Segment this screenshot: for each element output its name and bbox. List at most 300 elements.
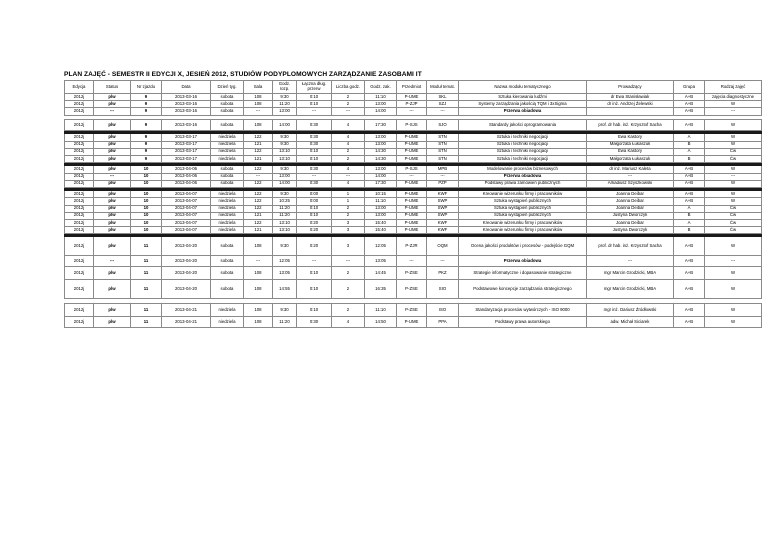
cell-laczna-dlug-przerw: 0:30	[297, 141, 332, 148]
cell-nazwa-modulu: Ocena jakości produktów i procesów - podejście GQM	[459, 237, 587, 256]
cell-status: plw	[94, 156, 131, 163]
cell-data: 2013-04-20	[162, 237, 211, 256]
cell-prowadzacy: Arkadiusz Szyszkowski	[587, 180, 674, 187]
cell-dzien-tyg: sobota	[211, 120, 244, 131]
cell-prowadzacy: prof. dr hab. inż. Krzysztof Sacha	[587, 237, 674, 256]
cell-grupa: A	[674, 134, 705, 141]
cell-grupa: A+B	[674, 120, 705, 131]
cell-status: plw	[94, 280, 131, 299]
cell-prowadzacy: Ewa Kastory	[587, 134, 674, 141]
cell-przedmiot: ---	[397, 173, 427, 180]
cell-godz-zak: 13:00	[365, 101, 397, 108]
table-row	[65, 166, 762, 173]
cell-prowadzacy: Joanna Deibar	[587, 191, 674, 198]
cell-edycja: 2012j	[65, 101, 94, 108]
cell-data: 2013-04-21	[162, 317, 211, 328]
cell-liczba-godz: 4	[332, 166, 365, 173]
cell-nr-zjazdu: 10	[131, 227, 162, 234]
cell-godz-zak: 14:30	[365, 148, 397, 155]
cell-prowadzacy: Joanna Deibar	[587, 205, 674, 212]
cell-laczna-dlug-przerw: 0:30	[297, 134, 332, 141]
cell-grupa: B	[674, 227, 705, 234]
cell-status: plw	[94, 141, 131, 148]
cell-godz-rozp: 12:05	[273, 256, 297, 267]
cell-godz-rozp: 14:55	[273, 280, 297, 299]
cell-przedmiot: P-UME	[397, 191, 427, 198]
cell-prowadzacy: Justyna Dworczyk	[587, 227, 674, 234]
cell-godz-zak: 13:00	[365, 141, 397, 148]
cell-przedmiot: P-ZSE	[397, 267, 427, 280]
cell-nazwa-modulu: Przerwa obiadowa	[459, 256, 587, 267]
cell-edycja: 2012j	[65, 317, 94, 328]
page-title: PLAN ZAJĘĆ - SEMESTR II EDYCJI X, JESIEŃ 2012, STUDIÓW PODYPLOMOWYCH ZARZĄDZANIE ZASOBAMI IT	[64, 71, 422, 78]
cell-edycja: 2012j	[65, 180, 94, 187]
cell-laczna-dlug-przerw: 0:20	[297, 219, 332, 226]
cell-grupa: B	[674, 141, 705, 148]
cell-przedmiot: P-UME	[397, 212, 427, 219]
table-row	[65, 173, 762, 180]
cell-godz-rozp: 11:20	[273, 317, 297, 328]
cell-przedmiot: ---	[397, 108, 427, 115]
cell-liczba-godz: 3	[332, 237, 365, 256]
cell-przedmiot: P-UME	[397, 156, 427, 163]
table-row	[65, 94, 762, 101]
cell-laczna-dlug-przerw: ---	[297, 256, 332, 267]
cell-rodzaj-zajec: W	[705, 198, 762, 205]
table-row	[65, 120, 762, 131]
cell-data: 2013-03-17	[162, 134, 211, 141]
cell-rodzaj-zajec: W	[705, 267, 762, 280]
cell-status: plw	[94, 148, 131, 155]
cell-grupa: A+B	[674, 180, 705, 187]
cell-modul-temat: KWF	[427, 227, 459, 234]
table-row	[65, 237, 762, 256]
cell-grupa: A+B	[674, 256, 705, 267]
table-row	[65, 212, 762, 219]
cell-dzien-tyg: niedziela	[211, 212, 244, 219]
cell-laczna-dlug-przerw: 0:10	[297, 267, 332, 280]
cell-godz-rozp: 14:00	[273, 120, 297, 131]
cell-modul-temat: ---	[427, 108, 459, 115]
cell-laczna-dlug-przerw: 0:00	[297, 198, 332, 205]
cell-laczna-dlug-przerw: 0:10	[297, 205, 332, 212]
table-row	[65, 148, 762, 155]
cell-sala: ---	[244, 173, 273, 180]
cell-rodzaj-zajec: Ćw	[705, 148, 762, 155]
cell-status: plw	[94, 191, 131, 198]
cell-grupa: A+B	[674, 280, 705, 299]
cell-modul-temat: STN	[427, 134, 459, 141]
cell-data: 2013-03-16	[162, 94, 211, 101]
cell-rodzaj-zajec: Ćw	[705, 227, 762, 234]
cell-sala: 122	[244, 180, 273, 187]
cell-nr-zjazdu: 9	[131, 134, 162, 141]
table-row	[65, 219, 762, 226]
cell-modul-temat: KWF	[427, 219, 459, 226]
cell-godz-rozp: 13:10	[273, 227, 297, 234]
cell-przedmiot: P-UME	[397, 148, 427, 155]
cell-rodzaj-zajec: ---	[705, 173, 762, 180]
cell-edycja: 2012j	[65, 212, 94, 219]
cell-przedmiot: P-SJS	[397, 120, 427, 131]
cell-sala: 121	[244, 156, 273, 163]
cell-dzien-tyg: sobota	[211, 280, 244, 299]
cell-laczna-dlug-przerw: 0:20	[297, 237, 332, 256]
cell-edycja: 2012j	[65, 256, 94, 267]
cell-rodzaj-zajec: W	[705, 191, 762, 198]
cell-prowadzacy: mgr Marcin Grodzicki, MBA	[587, 267, 674, 280]
cell-status: ---	[94, 256, 131, 267]
table-row	[65, 267, 762, 280]
cell-liczba-godz: 2	[332, 280, 365, 299]
cell-grupa: A+B	[674, 237, 705, 256]
cell-godz-rozp: 13:10	[273, 219, 297, 226]
cell-status: plw	[94, 166, 131, 173]
cell-data: 2013-04-07	[162, 191, 211, 198]
cell-godz-zak: 14:00	[365, 173, 397, 180]
cell-nazwa-modulu: Podstawy prawa autorskiego	[459, 317, 587, 328]
cell-grupa: A+B	[674, 191, 705, 198]
cell-sala: 122	[244, 148, 273, 155]
cell-rodzaj-zajec: W	[705, 134, 762, 141]
col-header-liczba-godz: Liczba godz.	[332, 81, 365, 94]
cell-edycja: 2012j	[65, 267, 94, 280]
cell-sala: 122	[244, 219, 273, 226]
cell-sala: 122	[244, 191, 273, 198]
cell-sala: 122	[244, 134, 273, 141]
cell-nr-zjazdu: 10	[131, 219, 162, 226]
table-row	[65, 256, 762, 267]
cell-modul-temat: SWP	[427, 198, 459, 205]
cell-modul-temat: OQM	[427, 237, 459, 256]
cell-status: plw	[94, 180, 131, 187]
cell-laczna-dlug-przerw: 0:00	[297, 191, 332, 198]
cell-status: ---	[94, 108, 131, 115]
table-row	[65, 205, 762, 212]
cell-przedmiot: P-ZJP	[397, 101, 427, 108]
cell-liczba-godz: 2	[332, 156, 365, 163]
cell-laczna-dlug-przerw: 0:30	[297, 166, 332, 173]
cell-prowadzacy: dr inż. Andrzej Żelewski	[587, 101, 674, 108]
cell-sala: 122	[244, 198, 273, 205]
cell-dzien-tyg: niedziela	[211, 227, 244, 234]
cell-edycja: 2012j	[65, 120, 94, 131]
cell-przedmiot: ---	[397, 256, 427, 267]
cell-edycja: 2012j	[65, 227, 94, 234]
cell-liczba-godz: 4	[332, 141, 365, 148]
cell-sala: 108	[244, 101, 273, 108]
cell-nazwa-modulu: Sztuka i techniki negocjacji	[459, 141, 587, 148]
cell-nazwa-modulu: Przerwa obiadowa	[459, 108, 587, 115]
cell-prowadzacy	[587, 108, 674, 115]
cell-nr-zjazdu: 11	[131, 280, 162, 299]
cell-nazwa-modulu: Strategie informatyczne i dopasowanie strategiczne	[459, 267, 587, 280]
cell-data: 2013-04-07	[162, 212, 211, 219]
table-row	[65, 156, 762, 163]
cell-godz-zak: 11:10	[365, 304, 397, 317]
cell-rodzaj-zajec: Ćw	[705, 219, 762, 226]
schedule-table	[64, 80, 762, 328]
cell-dzien-tyg: niedziela	[211, 205, 244, 212]
cell-sala: 122	[244, 205, 273, 212]
cell-rodzaj-zajec: W	[705, 120, 762, 131]
cell-status: plw	[94, 317, 131, 328]
cell-przedmiot: P-ZSE	[397, 304, 427, 317]
cell-godz-rozp: 11:20	[273, 205, 297, 212]
cell-edycja: 2012j	[65, 141, 94, 148]
cell-sala: 108	[244, 304, 273, 317]
cell-nr-zjazdu: 10	[131, 166, 162, 173]
cell-liczba-godz: 4	[332, 134, 365, 141]
cell-modul-temat: SJO	[427, 120, 459, 131]
cell-dzien-tyg: niedziela	[211, 219, 244, 226]
cell-nr-zjazdu: 9	[131, 141, 162, 148]
cell-przedmiot: P-UME	[397, 141, 427, 148]
cell-dzien-tyg: niedziela	[211, 141, 244, 148]
cell-prowadzacy: Ewa Kastory	[587, 148, 674, 155]
cell-modul-temat: STN	[427, 148, 459, 155]
cell-laczna-dlug-przerw: 0:10	[297, 304, 332, 317]
col-header-status: Status	[94, 81, 131, 94]
cell-grupa: A+B	[674, 304, 705, 317]
cell-grupa: A	[674, 219, 705, 226]
cell-grupa: A+B	[674, 317, 705, 328]
cell-edycja: 2012j	[65, 198, 94, 205]
cell-nr-zjazdu: 11	[131, 304, 162, 317]
cell-nazwa-modulu: Podstawowe koncepcje zarządzania strategicznego	[459, 280, 587, 299]
table-row	[65, 317, 762, 328]
cell-status: plw	[94, 267, 131, 280]
cell-liczba-godz: 2	[332, 94, 365, 101]
cell-godz-zak: 15:40	[365, 219, 397, 226]
cell-dzien-tyg: sobota	[211, 166, 244, 173]
cell-godz-rozp: 13:10	[273, 148, 297, 155]
cell-rodzaj-zajec: W	[705, 280, 762, 299]
cell-rodzaj-zajec: Ćw	[705, 212, 762, 219]
cell-status: plw	[94, 219, 131, 226]
cell-prowadzacy: Joanna Deibar	[587, 198, 674, 205]
cell-data: 2013-03-17	[162, 148, 211, 155]
cell-nr-zjazdu: 10	[131, 198, 162, 205]
cell-prowadzacy: dr inż. Mariusz Kaleta	[587, 166, 674, 173]
cell-godz-rozp: 13:05	[273, 267, 297, 280]
schedule-body	[65, 94, 762, 328]
cell-data: 2013-04-06	[162, 180, 211, 187]
cell-modul-temat: PKZ	[427, 267, 459, 280]
cell-liczba-godz: ---	[332, 108, 365, 115]
cell-nazwa-modulu: Podstawy prawa zamówień publicznych	[459, 180, 587, 187]
table-row	[65, 141, 762, 148]
cell-data: 2013-04-21	[162, 304, 211, 317]
cell-laczna-dlug-przerw: 0:10	[297, 280, 332, 299]
table-row	[65, 108, 762, 115]
cell-edycja: 2012j	[65, 156, 94, 163]
cell-edycja: 2012j	[65, 108, 94, 115]
cell-nazwa-modulu: Sztuka i techniki negocjacji	[459, 148, 587, 155]
col-header-edycja: Edycja	[65, 81, 94, 94]
cell-liczba-godz: 1	[332, 198, 365, 205]
cell-liczba-godz: ---	[332, 173, 365, 180]
cell-rodzaj-zajec: zajęcia diagnostyczne	[705, 94, 762, 101]
cell-przedmiot: P-UME	[397, 134, 427, 141]
cell-edycja: 2012j	[65, 94, 94, 101]
cell-nazwa-modulu: Kreowanie wizerunku firmy i pracowników	[459, 191, 587, 198]
cell-godz-rozp: 10:25	[273, 198, 297, 205]
cell-dzien-tyg: niedziela	[211, 156, 244, 163]
cell-modul-temat: PZP	[427, 180, 459, 187]
cell-modul-temat: ---	[427, 256, 459, 267]
cell-przedmiot: P-UME	[397, 180, 427, 187]
cell-godz-zak: 12:05	[365, 237, 397, 256]
cell-laczna-dlug-przerw: 0:10	[297, 148, 332, 155]
cell-prowadzacy: adw. Michał Siciarek	[587, 317, 674, 328]
cell-godz-rozp: 9:30	[273, 191, 297, 198]
cell-data: 2013-04-06	[162, 173, 211, 180]
cell-sala: ---	[244, 256, 273, 267]
cell-data: 2013-03-17	[162, 141, 211, 148]
cell-dzien-tyg: sobota	[211, 101, 244, 108]
cell-godz-rozp: 9:30	[273, 304, 297, 317]
cell-godz-zak: 13:05	[365, 256, 397, 267]
cell-edycja: 2012j	[65, 148, 94, 155]
cell-godz-zak: 17:30	[365, 180, 397, 187]
col-header-nazwa-modulu: Nazwa modułu tematycznego	[459, 81, 587, 94]
cell-prowadzacy: dr Ewa Stanisławiak	[587, 94, 674, 101]
cell-data: 2013-04-20	[162, 267, 211, 280]
cell-nazwa-modulu: Standardy jakości oprogramowania	[459, 120, 587, 131]
cell-rodzaj-zajec: W	[705, 317, 762, 328]
cell-data: 2013-04-07	[162, 205, 211, 212]
cell-rodzaj-zajec: W	[705, 141, 762, 148]
cell-nr-zjazdu: 11	[131, 237, 162, 256]
cell-prowadzacy: prof. dr hab. inż. Krzysztof Sacha	[587, 120, 674, 131]
cell-prowadzacy: ---	[587, 173, 674, 180]
cell-grupa: A+B	[674, 94, 705, 101]
cell-godz-zak: 14:30	[365, 156, 397, 163]
cell-godz-rozp: 11:20	[273, 101, 297, 108]
cell-prowadzacy: mgr Marcin Grodzicki, MBA	[587, 280, 674, 299]
cell-prowadzacy: Justyna Dworczyk	[587, 212, 674, 219]
cell-data: 2013-04-06	[162, 166, 211, 173]
cell-data: 2013-03-16	[162, 120, 211, 131]
cell-status: plw	[94, 212, 131, 219]
cell-liczba-godz: 3	[332, 227, 365, 234]
cell-nr-zjazdu: 10	[131, 180, 162, 187]
cell-dzien-tyg: sobota	[211, 173, 244, 180]
cell-grupa: A+B	[674, 267, 705, 280]
col-header-modul-temat: Moduł temat.	[427, 81, 459, 94]
cell-godz-rozp: 9:30	[273, 134, 297, 141]
cell-liczba-godz: 4	[332, 317, 365, 328]
cell-sala: 121	[244, 141, 273, 148]
cell-nazwa-modulu: Sztuka wystąpień publicznych	[459, 212, 587, 219]
col-header-nr-zjazdu: Nr zjazdu	[131, 81, 162, 94]
cell-nr-zjazdu: 10	[131, 191, 162, 198]
cell-laczna-dlug-przerw: 0:10	[297, 94, 332, 101]
cell-godz-zak: 14:45	[365, 267, 397, 280]
header-row	[65, 81, 762, 94]
cell-edycja: 2012j	[65, 237, 94, 256]
cell-przedmiot: P-UME	[397, 219, 427, 226]
cell-godz-rozp: 11:20	[273, 212, 297, 219]
cell-laczna-dlug-przerw: 0:30	[297, 120, 332, 131]
cell-rodzaj-zajec: ---	[705, 256, 762, 267]
cell-nr-zjazdu: 10	[131, 212, 162, 219]
cell-rodzaj-zajec: W	[705, 101, 762, 108]
cell-liczba-godz: 3	[332, 219, 365, 226]
cell-godz-rozp: 9:30	[273, 94, 297, 101]
cell-godz-zak: 11:10	[365, 94, 397, 101]
cell-godz-zak: 13:00	[365, 212, 397, 219]
cell-laczna-dlug-przerw: 0:30	[297, 180, 332, 187]
cell-grupa: B	[674, 212, 705, 219]
cell-godz-zak: 13:00	[365, 205, 397, 212]
cell-sala: ---	[244, 108, 273, 115]
cell-nazwa-modulu: Sztuka i techniki negocjacji	[459, 156, 587, 163]
cell-nazwa-modulu: Kreowanie wizerunku firmy i pracowników	[459, 227, 587, 234]
cell-grupa: A+B	[674, 173, 705, 180]
table-row	[65, 101, 762, 108]
cell-godz-rozp: 13:00	[273, 108, 297, 115]
cell-data: 2013-03-16	[162, 101, 211, 108]
table-row	[65, 198, 762, 205]
cell-godz-zak: 13:00	[365, 166, 397, 173]
cell-grupa: B	[674, 156, 705, 163]
cell-status: plw	[94, 227, 131, 234]
cell-nr-zjazdu: 11	[131, 267, 162, 280]
col-header-rodzaj-zajec: Rodzaj zajęć	[705, 81, 762, 94]
cell-modul-temat: SKL	[427, 94, 459, 101]
cell-przedmiot: P-UME	[397, 198, 427, 205]
col-header-prowadzacy: Prowadzący	[587, 81, 674, 94]
cell-nr-zjazdu: 11	[131, 317, 162, 328]
cell-godz-zak: 16:35	[365, 280, 397, 299]
cell-laczna-dlug-przerw: 0:30	[297, 317, 332, 328]
cell-data: 2013-04-20	[162, 280, 211, 299]
cell-nazwa-modulu: Kreowanie wizerunku firmy i pracowników	[459, 219, 587, 226]
cell-edycja: 2012j	[65, 205, 94, 212]
cell-dzien-tyg: niedziela	[211, 317, 244, 328]
cell-dzien-tyg: sobota	[211, 180, 244, 187]
cell-modul-temat: SWP	[427, 212, 459, 219]
cell-nr-zjazdu: 9	[131, 108, 162, 115]
cell-rodzaj-zajec: W	[705, 237, 762, 256]
cell-modul-temat: ISO	[427, 304, 459, 317]
cell-godz-zak: 17:30	[365, 120, 397, 131]
cell-rodzaj-zajec: W	[705, 180, 762, 187]
cell-liczba-godz: 2	[332, 304, 365, 317]
cell-godz-rozp: 13:00	[273, 173, 297, 180]
cell-przedmiot: P-UME	[397, 94, 427, 101]
cell-nazwa-modulu: Sztuka wystąpień publicznych	[459, 198, 587, 205]
cell-modul-temat: PPA	[427, 317, 459, 328]
cell-rodzaj-zajec: ---	[705, 108, 762, 115]
cell-rodzaj-zajec: Ćw	[705, 156, 762, 163]
cell-dzien-tyg: sobota	[211, 267, 244, 280]
cell-dzien-tyg: sobota	[211, 256, 244, 267]
cell-dzien-tyg: sobota	[211, 94, 244, 101]
col-header-grupa: Grupa	[674, 81, 705, 94]
cell-modul-temat: ---	[427, 173, 459, 180]
cell-liczba-godz: 4	[332, 180, 365, 187]
cell-edycja: 2012j	[65, 134, 94, 141]
col-header-sala: Sala	[244, 81, 273, 94]
cell-rodzaj-zajec: W	[705, 304, 762, 317]
cell-liczba-godz: 2	[332, 205, 365, 212]
cell-sala: 121	[244, 212, 273, 219]
cell-godz-rozp: 9:30	[273, 166, 297, 173]
cell-przedmiot: P-SJS	[397, 166, 427, 173]
